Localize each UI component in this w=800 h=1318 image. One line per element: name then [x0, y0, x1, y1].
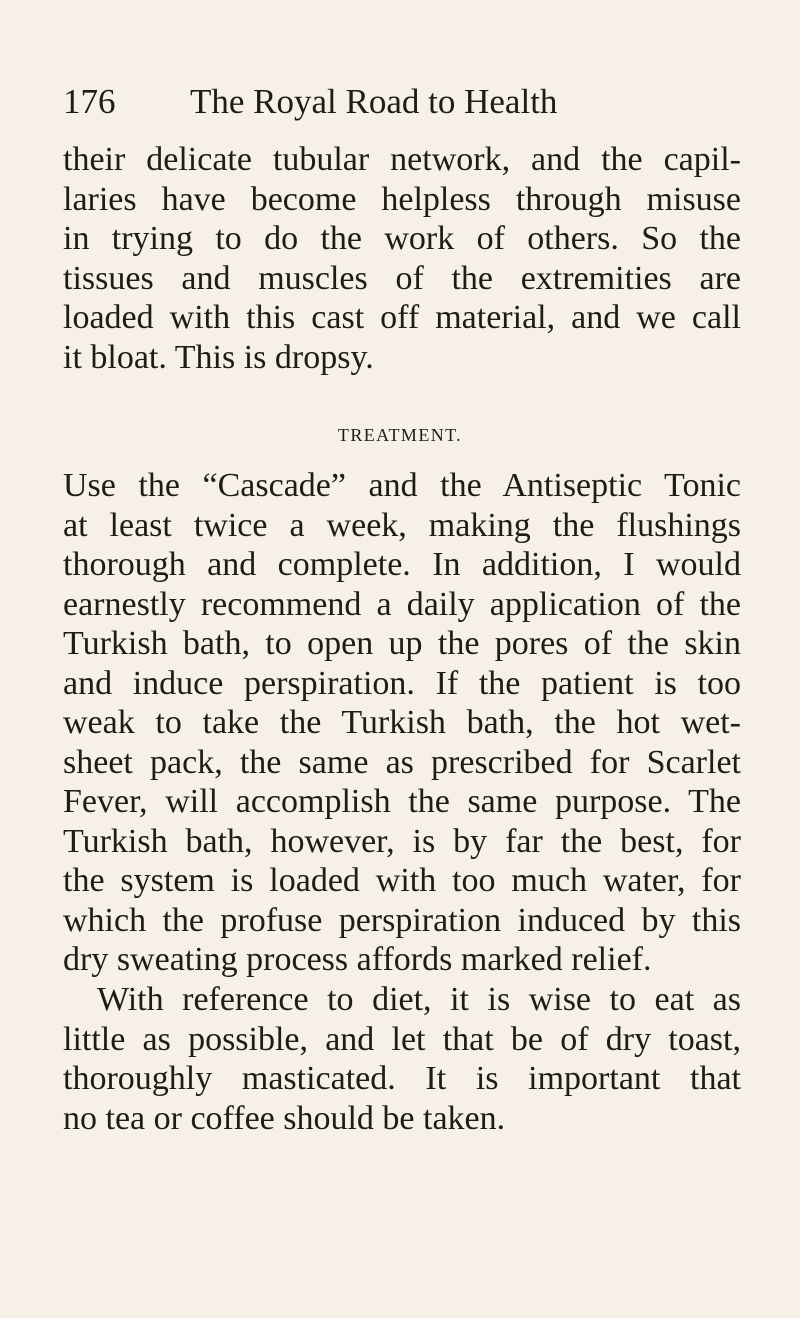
text-line: no tea or coffee should be taken.	[63, 1099, 506, 1137]
running-head	[63, 82, 683, 122]
text-line: tissues and muscles of the extremities are	[63, 259, 741, 297]
text-line: earnestly recommend a daily application of the	[63, 585, 741, 623]
text-line: Turkish bath, to open up the pores of the skin	[63, 625, 741, 662]
text-line: thorough and complete. In addition, I would	[63, 546, 741, 583]
text-line: laries have become helpless through misuse	[63, 180, 741, 218]
text-line: Fever, will accomplish the same purpose. The	[63, 783, 741, 820]
text-line: Turkish bath, however, is by far the best, for	[63, 822, 741, 860]
text-line: sheet pack, the same as prescribed for Scarlet	[63, 743, 741, 781]
text-line: little as possible, and let that be of dry toast,	[63, 1020, 741, 1058]
text-line: it bloat. This is dropsy.	[63, 338, 374, 376]
text-line: at least twice a week, making the flushings	[63, 506, 741, 544]
text-line: With reference to diet, it is wise to eat as	[97, 981, 741, 1018]
text-line: thoroughly masticated. It is important that	[63, 1060, 741, 1097]
text-line: which the profuse perspiration induced by this	[63, 901, 741, 939]
text-line: dry sweating process affords marked relief.	[63, 941, 652, 978]
text-line: and induce perspiration. If the patient is too	[63, 664, 741, 702]
text-line: weak to take the Turkish bath, the hot wet-	[63, 704, 741, 741]
text-line: loaded with this cast off material, and we call	[63, 299, 741, 336]
book-title: The Royal Road to Health	[190, 82, 558, 121]
text-line: the system is loaded with too much water, for	[63, 862, 741, 899]
text-line: Use the “Cascade” and the Antiseptic Tonic	[63, 467, 741, 504]
text-line: their delicate tubular network, and the capil-	[63, 141, 741, 178]
diet-paragraph	[63, 980, 741, 1138]
treatment-paragraph	[63, 466, 741, 980]
text-line: in trying to do the work of others. So the	[63, 220, 741, 257]
page-number: 176	[63, 82, 116, 121]
section-heading: TREATMENT.	[337, 425, 463, 445]
continuation-paragraph	[63, 140, 741, 377]
